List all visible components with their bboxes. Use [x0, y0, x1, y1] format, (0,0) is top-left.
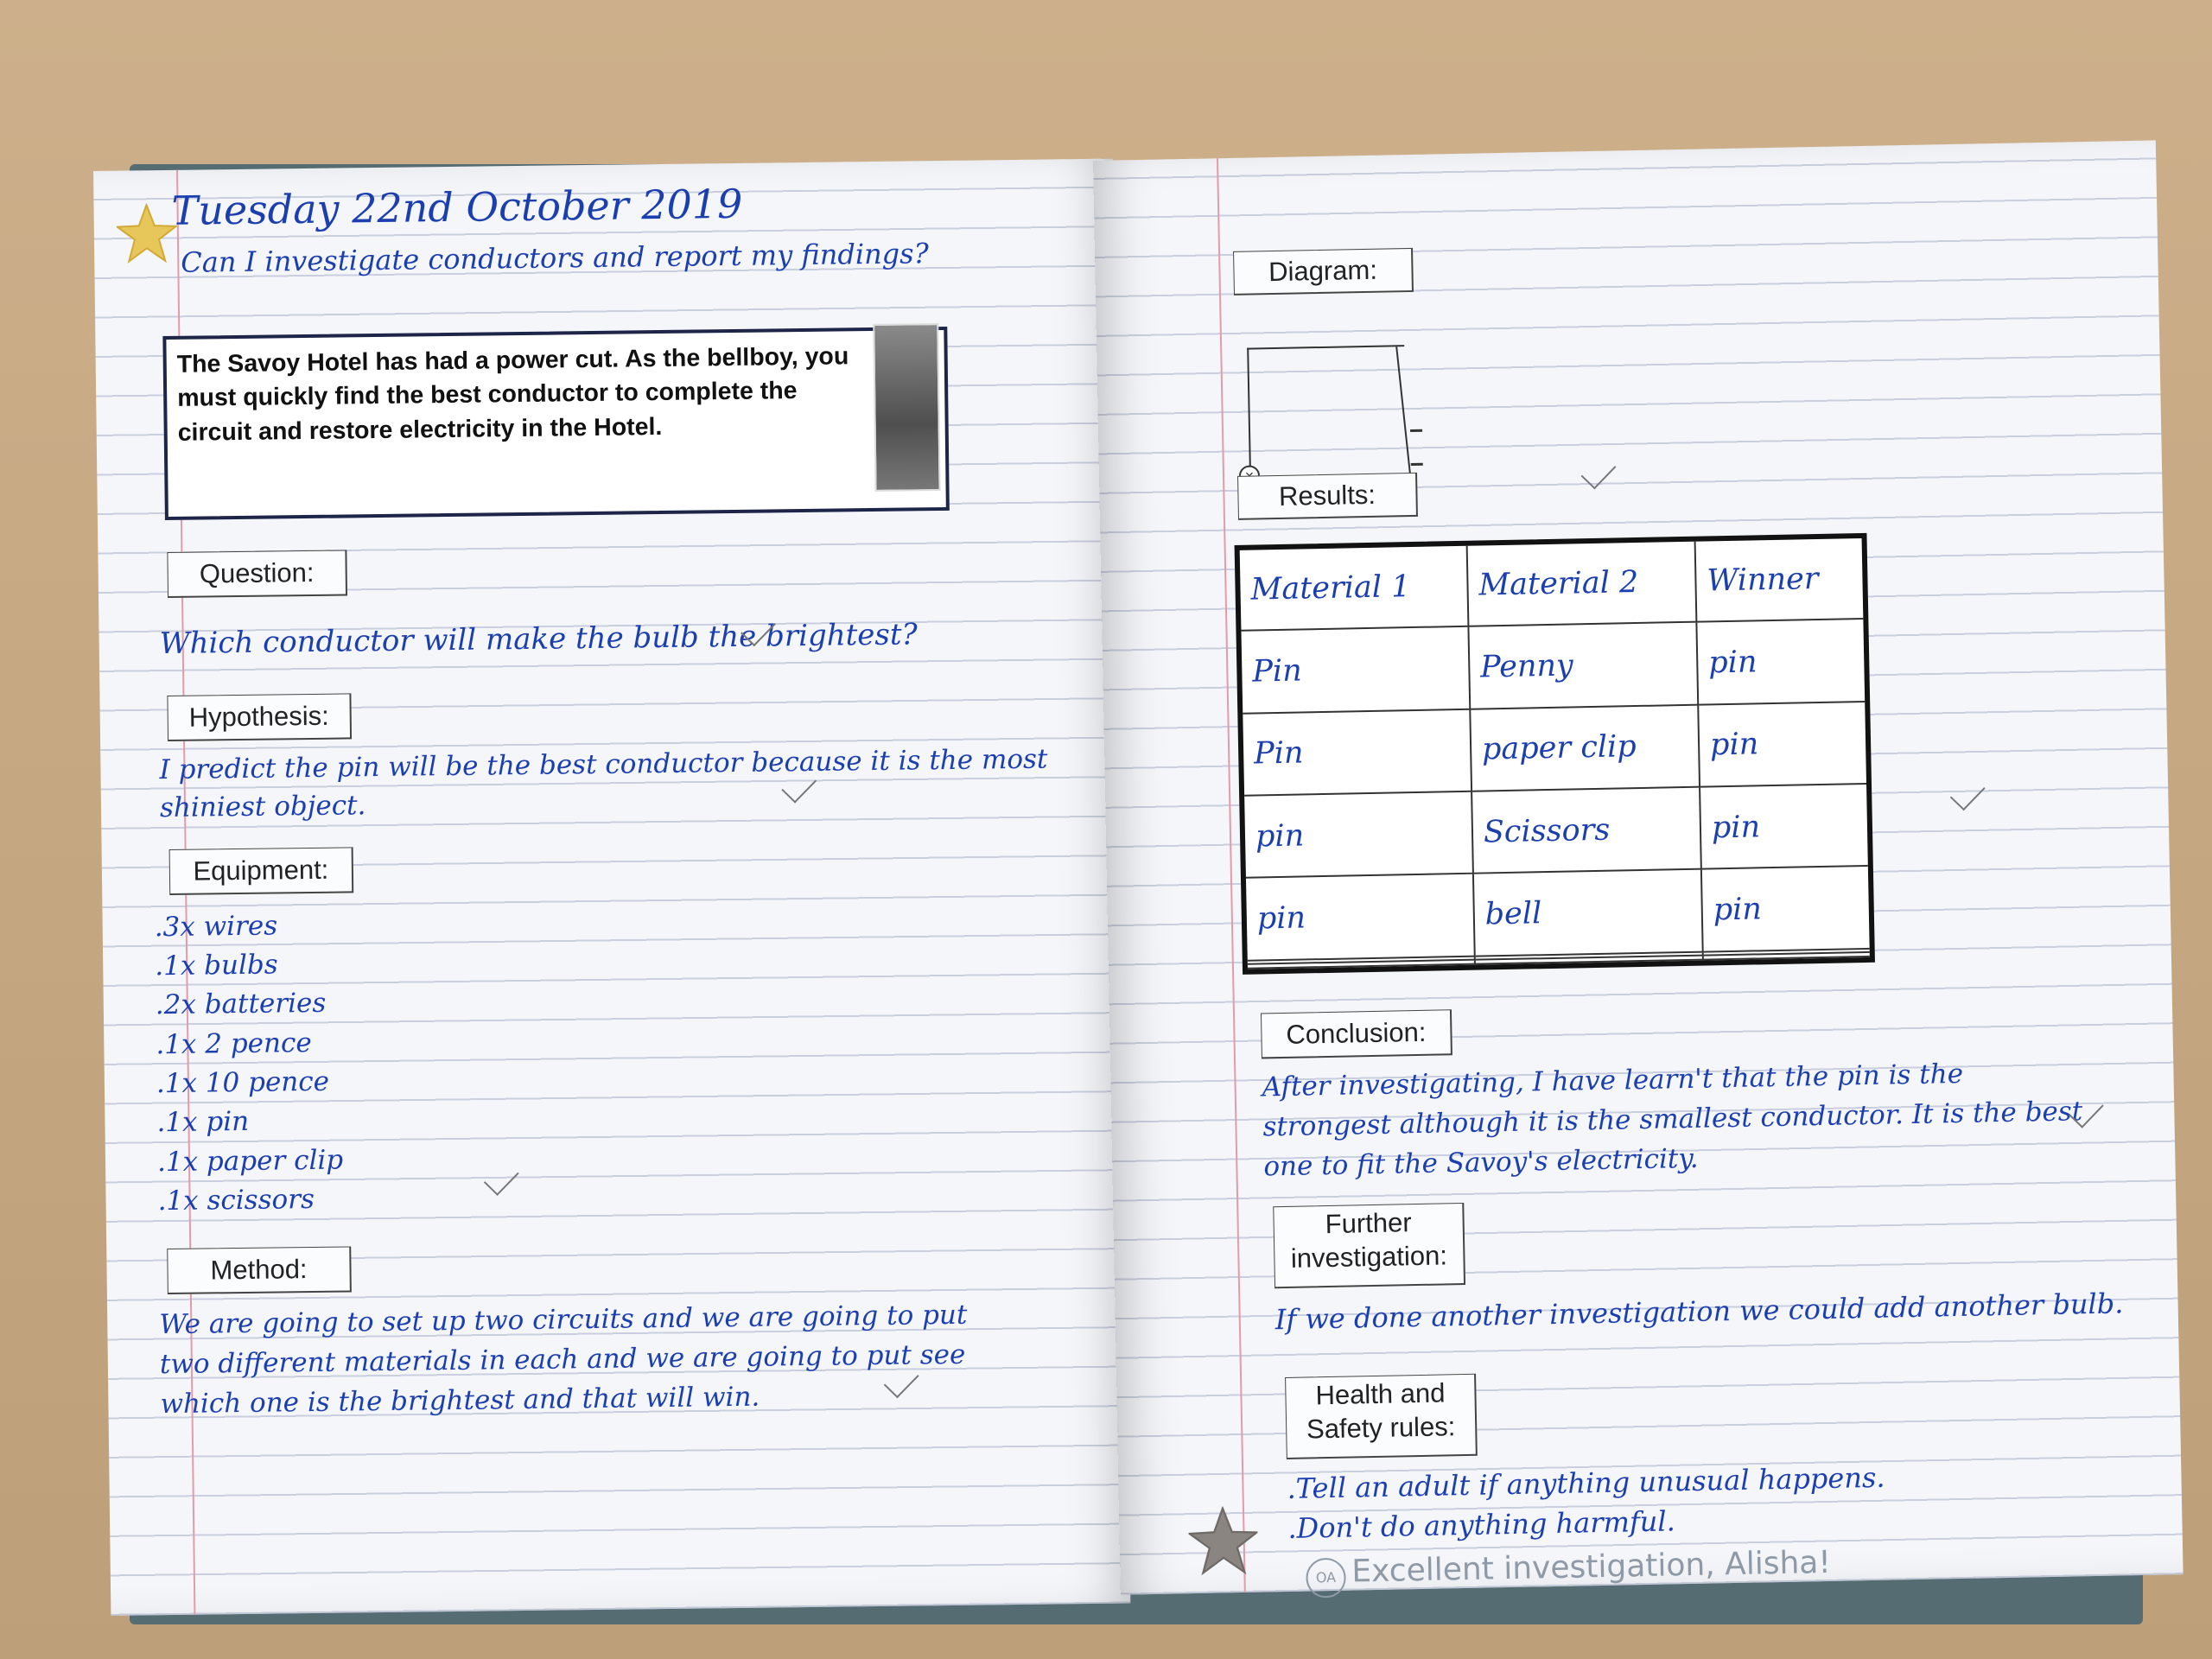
scenario-prompt-box — [162, 327, 950, 520]
table-cell: pin — [1701, 866, 1870, 951]
results-grid — [1240, 538, 1870, 969]
table-header-cell: Material 2 — [1466, 542, 1696, 626]
battery-symbol-icon — [1410, 429, 1423, 466]
table-cell: pin — [1696, 619, 1865, 704]
table-header-cell: Winner — [1695, 538, 1864, 622]
safety-rule: .Don't do anything harmful. — [1287, 1504, 1676, 1545]
table-row — [1244, 784, 1868, 878]
circuit-diagram — [1234, 292, 1445, 486]
further-investigation-text: If we done another investigation we could add another bulb. — [1274, 1287, 2124, 1337]
table-cell: Pin — [1241, 626, 1470, 713]
table-cell: pin — [1244, 791, 1473, 878]
results-table — [1235, 533, 1875, 975]
further-investigation-label — [1273, 1203, 1465, 1288]
date-heading: Tuesday 22nd October 2019 — [171, 180, 743, 234]
teacher-comment: Excellent investigation, Alisha! — [1351, 1544, 1832, 1590]
equipment-item: .1x paper clip — [156, 1144, 344, 1179]
circuit-wire — [1395, 346, 1411, 475]
hypothesis-line-2: shiniest object. — [159, 790, 366, 824]
safety-rule: .Tell an adult if anything unusual happens. — [1287, 1460, 1885, 1505]
equipment-item: .1x 2 pence — [156, 1027, 312, 1061]
method-label: Method: — [167, 1246, 352, 1294]
health-label-line: Safety rules: — [1306, 1410, 1456, 1445]
table-cell: bell — [1473, 869, 1703, 956]
method-line-3: which one is the brightest and that will win. — [160, 1381, 760, 1421]
method-line-2: two different materials in each and we are going to put see — [159, 1338, 966, 1381]
gold-star-sticker-icon — [116, 203, 177, 264]
bellboy-photo — [873, 323, 940, 492]
equipment-label: Equipment: — [169, 847, 354, 895]
table-header-row — [1240, 538, 1864, 631]
teacher-tick-icon — [1581, 454, 1617, 489]
learning-objective: Can I investigate conductors and report my findings? — [181, 237, 929, 279]
table-row — [1243, 702, 1866, 796]
circuit-wires — [1247, 345, 1407, 480]
teacher-tick-icon — [1950, 775, 1986, 810]
equipment-item: .3x wires — [154, 910, 278, 944]
equipment-item: .1x pin — [156, 1105, 250, 1139]
table-cell: pin — [1700, 784, 1868, 869]
table-row — [1241, 619, 1865, 713]
table-cell: paper clip — [1470, 704, 1700, 791]
right-page — [1093, 140, 2183, 1594]
table-header-cell: Material 1 — [1240, 546, 1469, 631]
further-label-line: Further — [1325, 1207, 1412, 1240]
hypothesis-label: Hypothesis: — [167, 693, 352, 741]
equipment-item: .1x scissors — [157, 1183, 315, 1217]
health-safety-label — [1285, 1374, 1478, 1459]
scenario-prompt-text: The Savoy Hotel has had a power cut. As the bellboy, you must quickly find the best conductor to complete the circuit and restore electricity in the Hotel. — [176, 342, 849, 447]
table-cell: Pin — [1243, 709, 1471, 795]
question-answer: Which conductor will make the bulb the brightest? — [159, 617, 918, 662]
hypothesis-line-1: I predict the pin will be the best conductor because it is the most — [159, 743, 1048, 786]
diagram-label: Diagram: — [1233, 248, 1414, 296]
table-cell: Scissors — [1471, 787, 1701, 874]
further-label-line: investigation: — [1290, 1240, 1448, 1274]
conclusion-line-1: After investigating, I have learn't that the pin is the — [1262, 1058, 1964, 1103]
health-label-line: Health and — [1315, 1377, 1446, 1411]
question-label: Question: — [167, 550, 347, 598]
conclusion-line-2: strongest although it is the smallest conductor. It is the best — [1262, 1096, 2083, 1143]
method-line-1: We are going to set up two circuits and we are going to put — [159, 1299, 968, 1341]
teacher-tick-icon — [484, 1160, 519, 1196]
left-page — [93, 159, 1130, 1616]
table-cell: pin — [1698, 702, 1866, 787]
silver-star-sticker-icon — [1188, 1506, 1259, 1577]
equipment-item: .1x 10 pence — [156, 1065, 330, 1100]
table-row — [1246, 866, 1870, 960]
table-cell: pin — [1246, 874, 1475, 960]
conclusion-line-3: one to fit the Savoy's electricity. — [1263, 1142, 1699, 1183]
results-label: Results: — [1237, 473, 1418, 520]
conclusion-label: Conclusion: — [1261, 1009, 1452, 1058]
table-cell: Penny — [1468, 622, 1698, 709]
equipment-item: .1x bulbs — [155, 949, 278, 982]
teacher-initials-stamp: OA — [1306, 1558, 1346, 1599]
equipment-item: .2x batteries — [155, 987, 327, 1021]
